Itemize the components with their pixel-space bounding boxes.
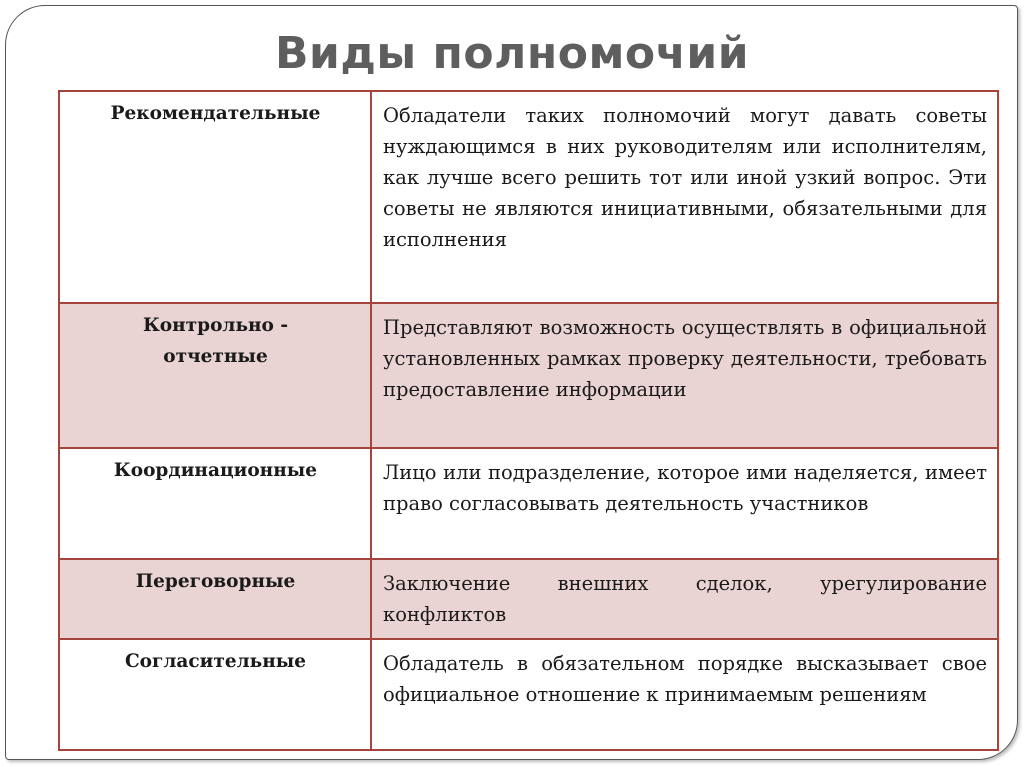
power-type: Рекомендательные: [59, 91, 371, 303]
power-type-label: Контрольно - отчетные: [142, 315, 289, 367]
table-row: [59, 559, 998, 639]
table-row: [59, 639, 998, 750]
power-description: Представляют возможность осуществлять в официальной установленных рамках проверку деятельности, требовать предоставление информации: [371, 303, 998, 448]
slide-title: Виды полномочий: [274, 28, 750, 79]
power-description: Лицо или подразделение, которое ими наделяется, имеет право согласовывать деятельность участников: [371, 448, 998, 559]
power-description: Обладатели таких полномочий могут давать советы нуждающимся в них руководителям или исполнителям, как лучше всего решить тот или иной узкий вопрос. Эти советы не являются инициативными, обязательными для исполнения: [371, 91, 998, 303]
table-row: [59, 448, 998, 559]
table-row: [59, 91, 998, 303]
table-row: [59, 303, 998, 448]
power-type: Согласительные: [59, 639, 371, 750]
power-type: Переговорные: [59, 559, 371, 639]
power-description: Обладатель в обязательном порядке высказывает свое официальное отношение к принимаемым решениям: [371, 639, 998, 750]
powers-table: [58, 90, 999, 751]
power-description: Заключение внешних сделок, урегулирование конфликтов: [371, 559, 998, 639]
power-type: [59, 303, 371, 448]
power-type: Координационные: [59, 448, 371, 559]
